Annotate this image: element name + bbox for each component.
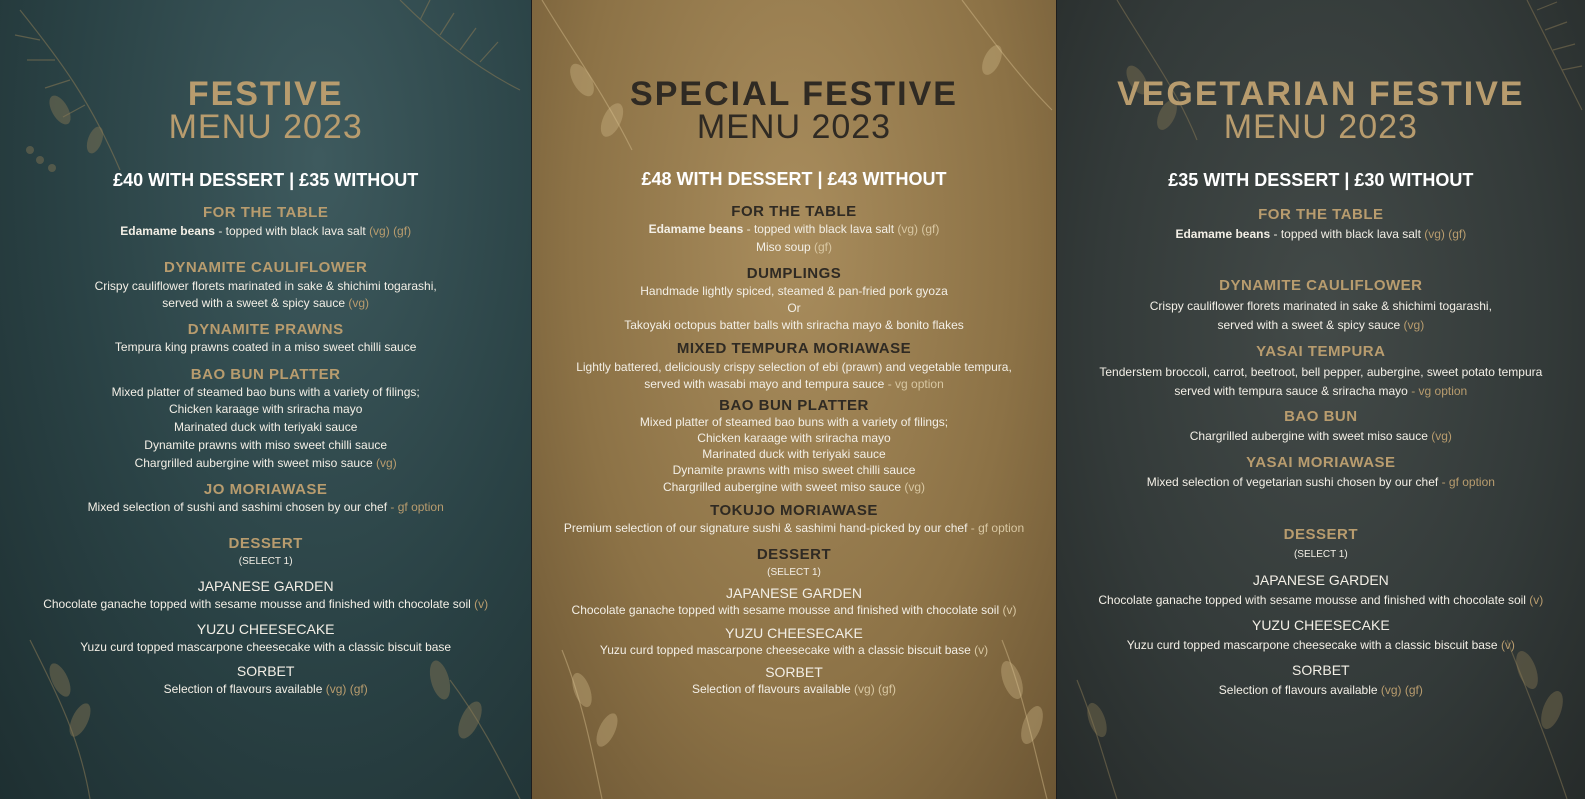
dessert-description: Chocolate ganache topped with sesame mousse and finished with chocolate soil (v) bbox=[571, 603, 1017, 617]
item-description: Chargrilled aubergine with sweet miso sauce (vg) bbox=[662, 480, 926, 494]
select-note: (SELECT 1) bbox=[767, 567, 821, 578]
dessert-name: JAPANESE GARDEN bbox=[726, 585, 862, 601]
vegetarian-festive-menu-panel bbox=[1057, 0, 1585, 799]
section-heading: YASAI TEMPURA bbox=[1256, 343, 1386, 360]
dietary-tag: (v) bbox=[974, 643, 989, 657]
section-heading: FOR THE TABLE bbox=[1258, 206, 1384, 223]
dessert-name: SORBET bbox=[1292, 662, 1350, 678]
dessert-description: Yuzu curd topped mascarpone cheesecake with a classic biscuit base (v) bbox=[1126, 638, 1515, 652]
dietary-tag: (vg) bbox=[1431, 429, 1452, 443]
item-description: Chicken karaage with sriracha mayo bbox=[168, 402, 363, 416]
dietary-tag: - gf option bbox=[390, 500, 444, 514]
item-description: Tenderstem broccoli, carrot, beetroot, bell pepper, aubergine, sweet potato tempura bbox=[1099, 365, 1543, 379]
section-heading: DYNAMITE CAULIFLOWER bbox=[1219, 277, 1423, 294]
dietary-tag: (v) bbox=[1529, 593, 1544, 607]
dietary-tag: (vg) bbox=[376, 456, 397, 470]
item-description: Handmade lightly spiced, steamed & pan-fried pork gyoza bbox=[640, 284, 948, 298]
section-heading: TOKUJO MORIAWASE bbox=[710, 502, 878, 519]
dietary-tag: (vg) (gf) bbox=[1424, 227, 1467, 241]
section-heading: FOR THE TABLE bbox=[202, 204, 329, 221]
dessert-name: YUZU CHEESECAKE bbox=[196, 621, 335, 637]
item-description: Premium selection of our signature sushi & sashimi hand-picked by our chef - gf option bbox=[563, 521, 1025, 535]
item-description: Chicken karaage with sriracha mayo bbox=[697, 431, 891, 445]
section-heading: YASAI MORIAWASE bbox=[1246, 454, 1396, 471]
dessert-name: YUZU CHEESECAKE bbox=[1251, 617, 1390, 633]
menu-title-line1: FESTIVE bbox=[187, 75, 344, 113]
item-description: Crispy cauliflower florets marinated in sake & shichimi togarashi, bbox=[1149, 299, 1492, 313]
dessert-description: Selection of flavours available (vg) (gf) bbox=[163, 682, 368, 696]
item-description: Crispy cauliflower florets marinated in sake & shichimi togarashi, bbox=[94, 279, 437, 293]
price-line: £48 WITH DESSERT | £43 WITHOUT bbox=[641, 169, 947, 189]
item-description: served with wasabi mayo and tempura sauce - vg option bbox=[644, 377, 944, 391]
dessert-name: SORBET bbox=[765, 664, 823, 680]
item-description: Dynamite prawns with miso sweet chilli sauce bbox=[144, 438, 388, 452]
item-description: served with tempura sauce & sriracha mayo - vg option bbox=[1174, 384, 1468, 398]
section-heading: DYNAMITE PRAWNS bbox=[187, 321, 344, 338]
section-heading: JO MORIAWASE bbox=[203, 481, 328, 498]
dietary-tag: (gf) bbox=[814, 240, 833, 254]
section-heading: DYNAMITE CAULIFLOWER bbox=[164, 259, 368, 276]
dessert-description: Yuzu curd topped mascarpone cheesecake with a classic biscuit base bbox=[80, 640, 452, 654]
item-description: Takoyaki octopus batter balls with sriracha mayo & bonito flakes bbox=[624, 318, 964, 332]
select-note: (SELECT 1) bbox=[238, 556, 293, 567]
dessert-name: JAPANESE GARDEN bbox=[1252, 572, 1389, 588]
price-line: £35 WITH DESSERT | £30 WITHOUT bbox=[1168, 170, 1474, 190]
item-description: Marinated duck with teriyaki sauce bbox=[173, 420, 358, 434]
item-description: Mixed platter of steamed bao buns with a variety of filings; bbox=[111, 385, 420, 399]
item-description: Chargrilled aubergine with sweet miso sauce (vg) bbox=[1189, 429, 1452, 443]
section-heading: DESSERT bbox=[756, 546, 832, 563]
dietary-tag: (v) bbox=[1002, 603, 1017, 617]
select-note: (SELECT 1) bbox=[1293, 549, 1348, 560]
section-heading: DESSERT bbox=[1283, 526, 1359, 543]
item-description: Mixed selection of sushi and sashimi chosen by our chef - gf option bbox=[87, 500, 444, 514]
item-description: Dynamite prawns with miso sweet chilli sauce bbox=[672, 463, 916, 477]
dietary-tag: (vg) (gf) bbox=[369, 224, 412, 238]
dietary-tag: (vg) (gf) bbox=[325, 682, 368, 696]
menu-item: Miso soup (gf) bbox=[755, 240, 833, 254]
item-description: served with a sweet & spicy sauce (vg) bbox=[162, 296, 370, 310]
menu-item: Edamame beans - topped with black lava salt (vg) (gf) bbox=[1175, 227, 1467, 241]
special-festive-menu-panel bbox=[531, 0, 1056, 799]
dietary-tag: - vg option bbox=[1411, 384, 1468, 398]
dietary-tag: (v) bbox=[1500, 638, 1515, 652]
menu-title-line1: VEGETARIAN FESTIVE bbox=[1117, 75, 1525, 113]
section-heading: DESSERT bbox=[228, 535, 303, 552]
dietary-tag: (vg) (gf) bbox=[854, 682, 897, 696]
item-description: Mixed selection of vegetarian sushi chosen by our chef - gf option bbox=[1146, 475, 1495, 489]
section-heading: BAO BUN bbox=[1284, 408, 1358, 425]
price-line: £40 WITH DESSERT | £35 WITHOUT bbox=[113, 170, 419, 190]
menu-item: Edamame beans - topped with black lava salt (vg) (gf) bbox=[648, 222, 940, 236]
dessert-description: Yuzu curd topped mascarpone cheesecake with a classic biscuit base (v) bbox=[599, 643, 989, 657]
item-description: Chargrilled aubergine with sweet miso sauce (vg) bbox=[134, 456, 397, 470]
dietary-tag: - vg option bbox=[887, 377, 944, 391]
menu-title-line1: SPECIAL FESTIVE bbox=[630, 75, 958, 113]
section-heading: BAO BUN PLATTER bbox=[190, 366, 341, 383]
item-description: Marinated duck with teriyaki sauce bbox=[702, 447, 886, 461]
dietary-tag: (vg) (gf) bbox=[1380, 683, 1423, 697]
item-description: Mixed platter of steamed bao buns with a variety of filings; bbox=[639, 415, 949, 429]
dessert-description: Selection of flavours available (vg) (gf) bbox=[691, 682, 897, 696]
dietary-tag: - gf option bbox=[970, 521, 1025, 535]
item-description: Or bbox=[787, 301, 801, 315]
dessert-name: YUZU CHEESECAKE bbox=[725, 625, 863, 641]
dietary-tag: (vg) (gf) bbox=[897, 222, 940, 236]
menu-title-line2: MENU 2023 bbox=[696, 108, 892, 146]
menu-title-line2: MENU 2023 bbox=[1223, 108, 1418, 146]
dietary-tag: (vg) bbox=[904, 480, 926, 494]
menu-item: Edamame beans - topped with black lava salt (vg) (gf) bbox=[120, 224, 412, 238]
dietary-tag: - gf option bbox=[1441, 475, 1495, 489]
section-heading: BAO BUN PLATTER bbox=[719, 397, 869, 414]
section-heading: FOR THE TABLE bbox=[731, 203, 857, 220]
item-description: Lightly battered, deliciously crispy selection of ebi (prawn) and vegetable tempura, bbox=[576, 360, 1012, 374]
section-heading: DUMPLINGS bbox=[746, 265, 842, 282]
dessert-name: SORBET bbox=[236, 663, 295, 679]
section-heading: MIXED TEMPURA MORIAWASE bbox=[676, 340, 912, 357]
dietary-tag: (v) bbox=[474, 597, 489, 611]
dessert-name: JAPANESE GARDEN bbox=[197, 578, 334, 594]
dietary-tag: (vg) bbox=[348, 296, 370, 310]
item-description: Tempura king prawns coated in a miso sweet chilli sauce bbox=[114, 340, 417, 354]
dietary-tag: (vg) bbox=[1403, 318, 1425, 332]
dessert-description: Selection of flavours available (vg) (gf) bbox=[1218, 683, 1423, 697]
festive-menu-panel bbox=[0, 0, 531, 799]
item-description: served with a sweet & spicy sauce (vg) bbox=[1217, 318, 1425, 332]
dessert-description: Chocolate ganache topped with sesame mousse and finished with chocolate soil (v) bbox=[43, 597, 489, 611]
menu-title-line2: MENU 2023 bbox=[168, 108, 363, 146]
dessert-description: Chocolate ganache topped with sesame mousse and finished with chocolate soil (v) bbox=[1098, 593, 1544, 607]
